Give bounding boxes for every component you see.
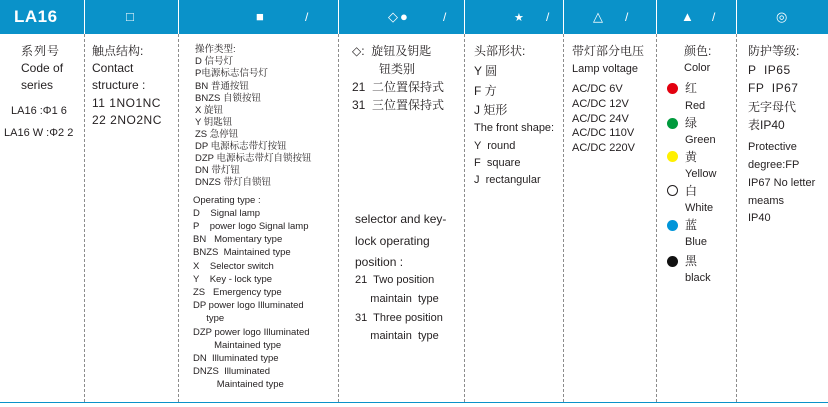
protection-line: 无字母代 — [748, 100, 797, 114]
operating-en-line: Operating type : — [193, 195, 261, 206]
header-slash: / — [443, 10, 447, 24]
color-en: black — [685, 272, 711, 284]
head-shape-line: F square — [474, 157, 521, 169]
color-swatch-green — [667, 118, 678, 129]
operating-cn-line: Y 钥匙钮 — [195, 117, 233, 128]
operating-en-line: Maintained type — [193, 379, 284, 390]
color-cn: 白 — [685, 184, 698, 198]
voltage-option: AC/DC 24V — [572, 113, 629, 125]
selector-cn-option: 31 三位置保持式 — [352, 98, 445, 112]
operating-en-line: Maintained type — [193, 340, 282, 351]
voltage-option: AC/DC 12V — [572, 98, 629, 110]
column-divider — [178, 34, 179, 402]
column-divider — [464, 34, 465, 402]
protection-line: Protective — [748, 141, 797, 153]
protection-line: P IP65 — [748, 63, 791, 77]
operating-cn-line: X 旋钮 — [195, 105, 223, 116]
color-swatch-yellow — [667, 151, 678, 162]
head-shape-line: 头部形状: — [474, 44, 526, 58]
header-separator — [656, 0, 657, 34]
color-title-cn: 颜色: — [684, 44, 712, 58]
series-la16w: LA16 W :Φ2 2 — [4, 127, 74, 139]
contact-title-en: structure : — [92, 78, 146, 92]
operating-cn-line: D 信号灯 — [195, 56, 234, 67]
protection-symbol-icon: ◎ — [776, 9, 788, 24]
header-separator — [178, 0, 179, 34]
selector-cn-line: ◇: 旋钮及钥匙 — [352, 44, 432, 58]
protection-line: FP IP67 — [748, 81, 799, 95]
operating-en-line: X Selector switch — [193, 261, 274, 272]
operating-en-line: ZS Emergency type — [193, 287, 282, 298]
contact-option: 11 1NO1NC — [92, 96, 161, 110]
selector-en-line: selector and key- — [355, 212, 447, 226]
operating-en-line: P power logo Signal lamp — [193, 221, 309, 232]
operating-cn-line: DZP 电源标志带灯自锁按钮 — [195, 153, 312, 164]
selector-en-line: 31 Three position — [355, 312, 443, 324]
column-divider — [338, 34, 339, 402]
selector-en-line: 21 Two position — [355, 274, 435, 286]
protection-line: IP40 — [748, 212, 771, 224]
operating-en-line: DP power logo Illuminated — [193, 300, 304, 311]
protection-line: 表IP40 — [748, 118, 785, 132]
operating-symbol-icon: ■ — [256, 9, 264, 24]
color-cn: 绿 — [685, 116, 698, 130]
operating-cn-line: DP 电源标志带灯按钮 — [195, 141, 287, 152]
operating-cn-line: BN 普通按钮 — [195, 81, 249, 92]
voltage-title-cn: 带灯部分电压 — [572, 44, 645, 58]
head-shape-line: Y 圆 — [474, 64, 498, 78]
selector-en-line: maintain type — [355, 330, 439, 342]
bottom-rule — [0, 402, 828, 403]
operating-cn-line: DN 带灯钮 — [195, 165, 240, 176]
operating-cn-line: P电源标志信号灯 — [195, 68, 268, 79]
protection-line: 防护等级: — [748, 44, 800, 58]
color-swatch-blue — [667, 220, 678, 231]
header-separator — [338, 0, 339, 34]
contact-symbol-icon: □ — [126, 9, 134, 24]
operating-en-line: Y Key - lock type — [193, 274, 273, 285]
color-en: Red — [685, 100, 706, 112]
column-divider — [84, 34, 85, 402]
voltage-option: AC/DC 6V — [572, 83, 623, 95]
header-slash: / — [305, 10, 309, 24]
series-la16: LA16 :Φ1 6 — [11, 105, 67, 117]
header-separator — [84, 0, 85, 34]
series-label-en: Code of — [21, 61, 64, 75]
series-label-en: series — [21, 78, 54, 92]
column-divider — [563, 34, 564, 402]
operating-en-line: BN Momentary type — [193, 234, 283, 245]
voltage-option: AC/DC 220V — [572, 142, 635, 154]
head-shape-symbol-icon: ★ — [514, 12, 524, 24]
header-slash: / — [546, 10, 550, 24]
head-shape-line: Y round — [474, 140, 516, 152]
color-swatch-white — [667, 185, 678, 196]
header-separator — [736, 0, 737, 34]
voltage-title-en: Lamp voltage — [572, 63, 639, 75]
header-bar — [0, 0, 828, 34]
color-cn: 红 — [685, 81, 698, 95]
voltage-option: AC/DC 110V — [572, 127, 635, 139]
header-slash: / — [625, 10, 629, 24]
operating-en-line: DN Illuminated type — [193, 353, 279, 364]
operating-cn-line: ZS 急停钮 — [195, 129, 239, 140]
protection-line: degree:FP — [748, 159, 800, 171]
header-slash: / — [712, 10, 716, 24]
operating-cn-line: BNZS 自锁按钮 — [195, 93, 261, 104]
color-swatch-red — [667, 83, 678, 94]
head-shape-line: F 方 — [474, 84, 497, 98]
color-en: White — [685, 202, 714, 214]
contact-title-cn: 触点结构: — [92, 44, 144, 58]
head-shape-line: J rectangular — [474, 174, 541, 186]
operating-en-line: D Signal lamp — [193, 208, 261, 219]
header-separator — [563, 0, 564, 34]
protection-line: meams — [748, 195, 785, 207]
operating-en-line: type — [193, 313, 225, 324]
operating-en-line: BNZS Maintained type — [193, 247, 291, 258]
series-label-cn: 系列号 — [21, 44, 61, 58]
operating-en-line: DZP power logo Illuminated — [193, 327, 310, 338]
color-en: Green — [685, 134, 716, 146]
selector-en-line: position : — [355, 255, 404, 269]
color-en: Yellow — [685, 168, 717, 180]
selector-en-line: lock operating — [355, 234, 430, 248]
contact-option: 22 2NO2NC — [92, 113, 162, 127]
selector-cn-option: 21 二位置保持式 — [352, 80, 445, 94]
color-cn: 黑 — [685, 254, 698, 268]
color-swatch-black — [667, 256, 678, 267]
color-cn: 蓝 — [685, 218, 698, 232]
selector-cn-line: 钮类别 — [379, 62, 416, 76]
selector-en-line: maintain type — [355, 293, 439, 305]
color-symbol-icon: ▲ — [681, 9, 694, 24]
operating-cn-line: 操作类型: — [195, 44, 236, 55]
model-title: LA16 — [14, 7, 58, 26]
head-shape-line: The front shape: — [474, 122, 555, 134]
contact-title-en: Contact — [92, 61, 134, 75]
selector-symbol-icon: ◇● — [388, 9, 410, 24]
header-separator — [464, 0, 465, 34]
voltage-symbol-icon: △ — [593, 9, 603, 24]
protection-line: IP67 No letter — [748, 177, 816, 189]
operating-en-line: DNZS Illuminated — [193, 366, 271, 377]
color-en: Blue — [685, 236, 708, 248]
head-shape-line: J 矩形 — [474, 103, 508, 117]
column-divider — [656, 34, 657, 402]
color-cn: 黄 — [685, 150, 698, 164]
column-divider — [736, 34, 737, 402]
color-title-en: Color — [684, 62, 711, 74]
operating-cn-line: DNZS 带灯自锁钮 — [195, 177, 272, 188]
